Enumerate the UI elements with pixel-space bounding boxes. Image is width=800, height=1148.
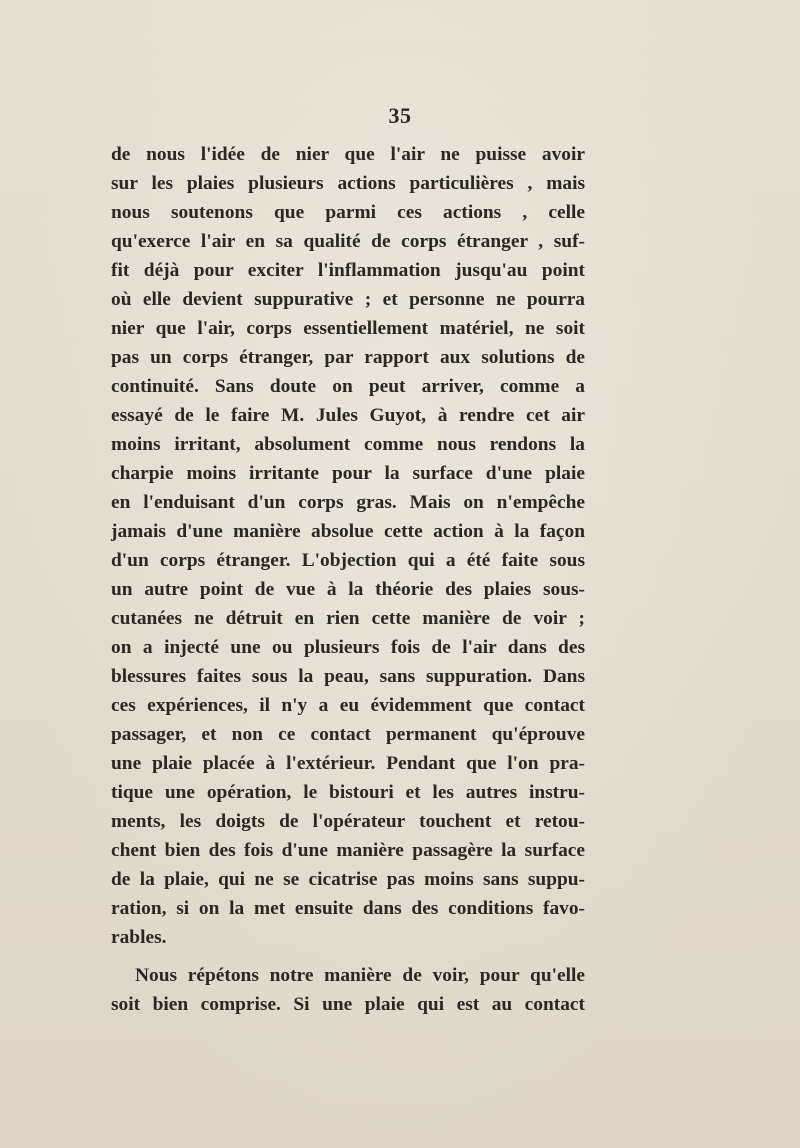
text-line: où elle devient suppurative ; et personne ne pourra [111, 289, 585, 310]
text-line: sur les plaies plusieurs actions particulières , mais [111, 173, 585, 194]
text-line: charpie moins irritante pour la surface d'une plaie [111, 463, 585, 484]
text-line: un autre point de vue à la théorie des plaies sous- [111, 579, 585, 600]
paragraph [111, 140, 585, 952]
text-line: soit bien comprise. Si une plaie qui est au contact [111, 994, 585, 1015]
text-line: cutanées ne détruit en rien cette manière de voir ; [111, 608, 585, 629]
text-line: nier que l'air, corps essentiellement matériel, ne soit [111, 318, 585, 339]
text-line: de nous l'idée de nier que l'air ne puisse avoir [111, 144, 585, 165]
text-line: ments, les doigts de l'opérateur touchent et retou- [111, 811, 585, 832]
text-line: d'un corps étranger. L'objection qui a été faite sous [111, 550, 585, 571]
text-line: rables. [111, 927, 167, 948]
text-line: en l'enduisant d'un corps gras. Mais on n'empêche [111, 492, 585, 513]
text-line: continuité. Sans doute on peut arriver, comme a [111, 376, 585, 397]
text-line: pas un corps étranger, par rapport aux solutions de [111, 347, 585, 368]
text-line: blessures faites sous la peau, sans suppuration. Dans [111, 666, 585, 687]
text-line: fit déjà pour exciter l'inflammation jusqu'au point [111, 260, 585, 281]
paragraph-gap [111, 952, 585, 961]
text-line: qu'exerce l'air en sa qualité de corps étranger , suf- [111, 231, 585, 252]
text-line: une plaie placée à l'extérieur. Pendant que l'on pra- [111, 753, 585, 774]
text-line: jamais d'une manière absolue cette action à la façon [111, 521, 585, 542]
text-line: essayé de le faire M. Jules Guyot, à rendre cet air [111, 405, 585, 426]
text-line: ration, si on la met ensuite dans des conditions favo- [111, 898, 585, 919]
page-number: 35 [388, 103, 412, 128]
text-line: on a injecté une ou plusieurs fois de l'air dans des [111, 637, 585, 658]
text-line: nous soutenons que parmi ces actions , celle [111, 202, 585, 223]
text-line: passager, et non ce contact permanent qu'éprouve [111, 724, 585, 745]
text-line: ces expériences, il n'y a eu évidemment que contact [111, 695, 585, 716]
text-line: de la plaie, qui ne se cicatrise pas moins sans suppu- [111, 869, 585, 890]
text-line: moins irritant, absolument comme nous rendons la [111, 434, 585, 455]
body-text [111, 140, 585, 1019]
text-line: tique une opération, le bistouri et les autres instru- [111, 782, 585, 803]
text-line: chent bien des fois d'une manière passagère la surface [111, 840, 585, 861]
text-line: Nous répétons notre manière de voir, pour qu'elle [135, 965, 585, 986]
paragraph [111, 961, 585, 1019]
